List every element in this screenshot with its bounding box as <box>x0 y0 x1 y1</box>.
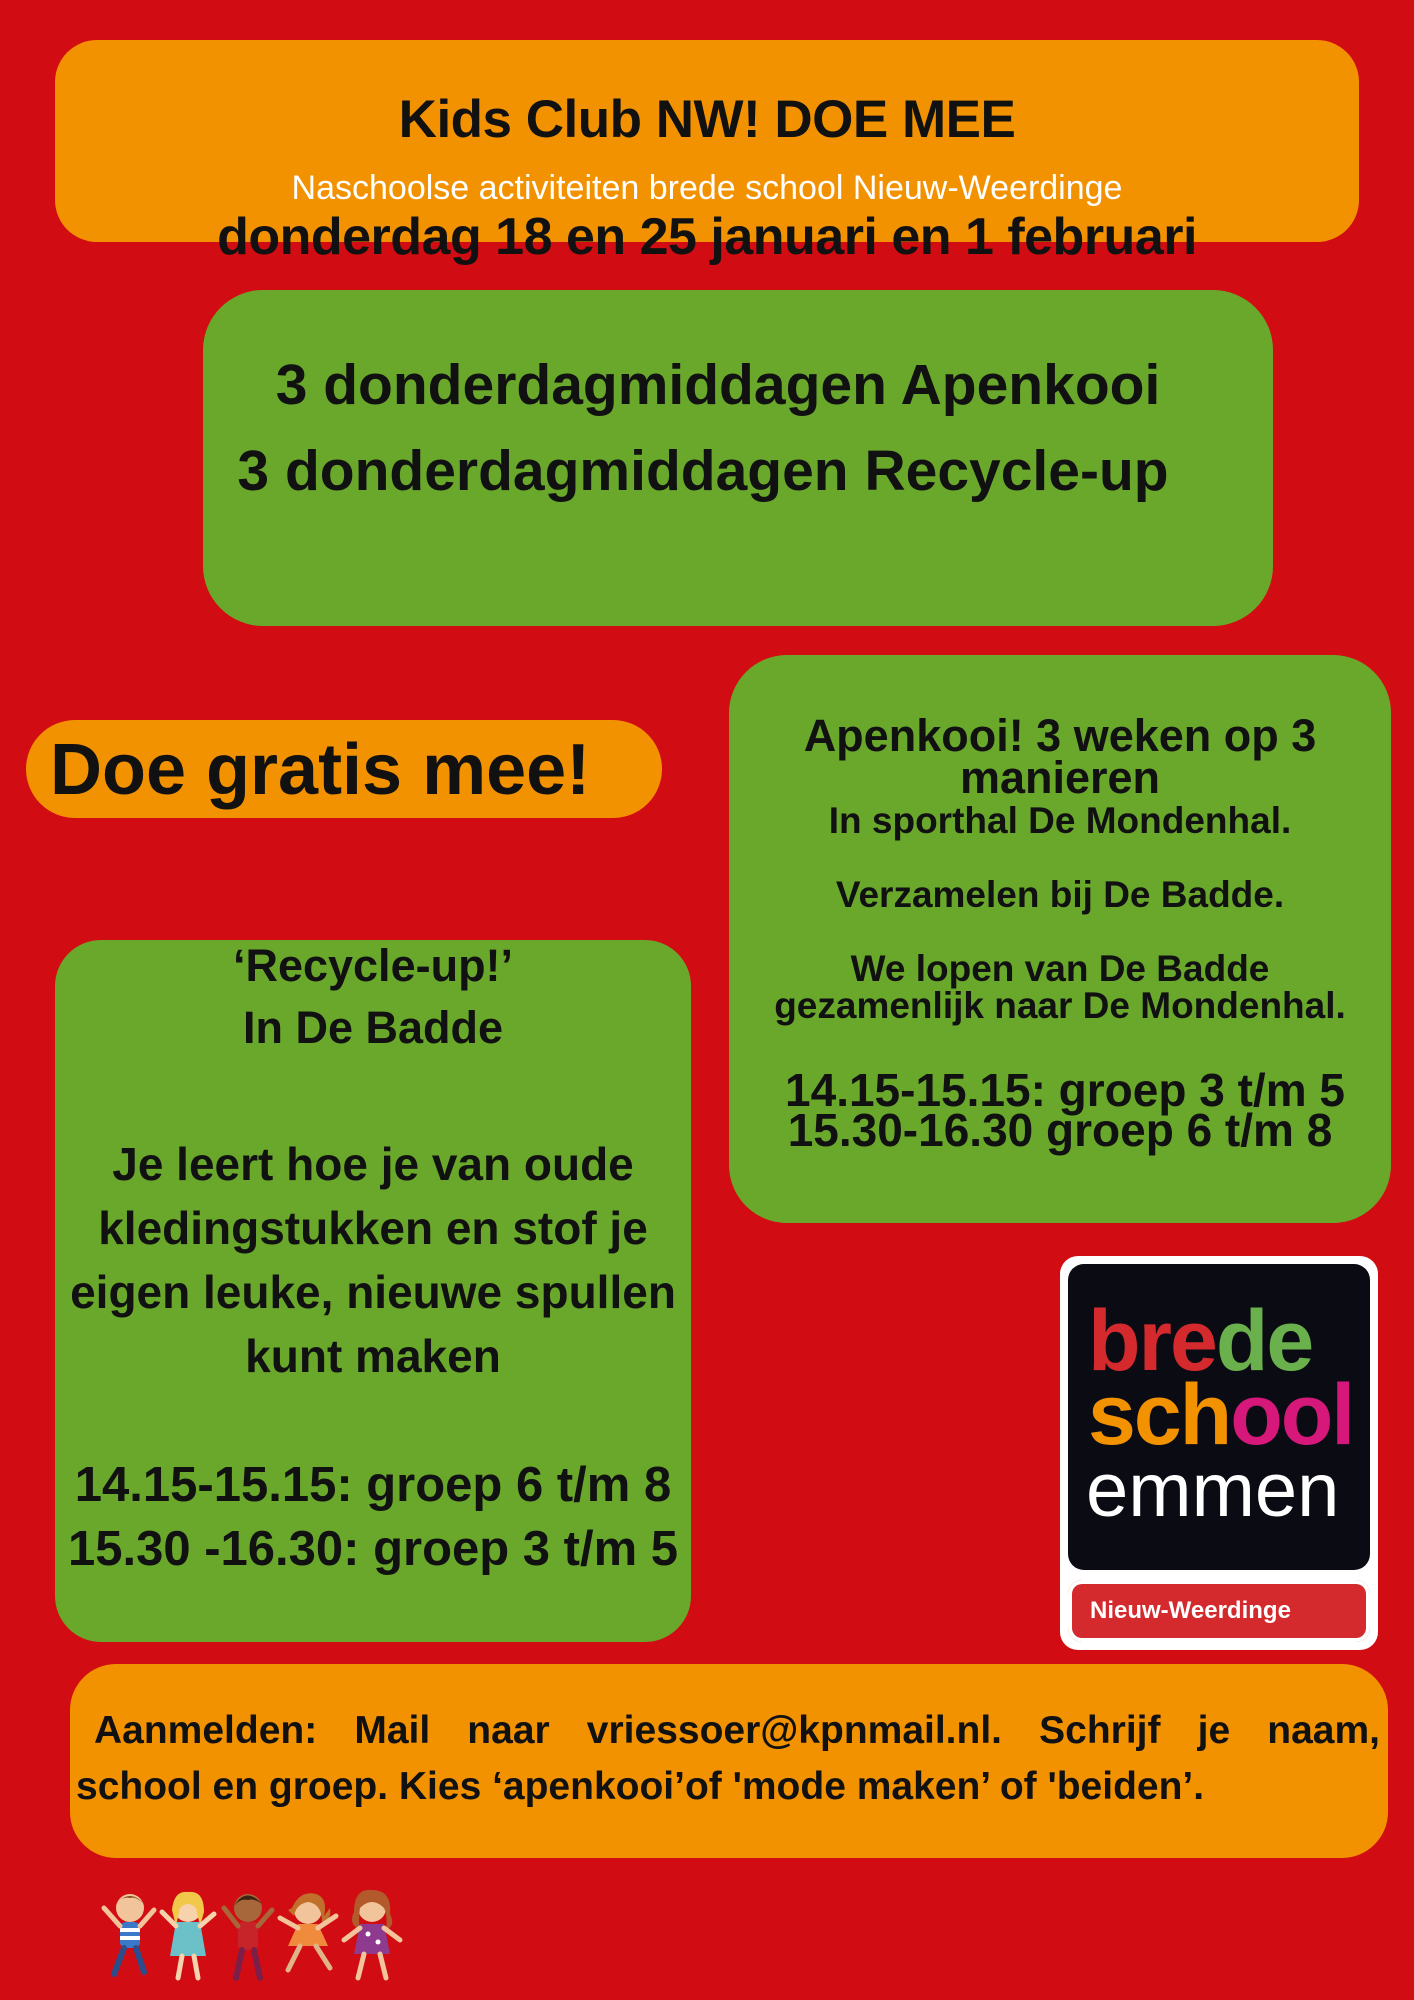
activity-apenkooi: 3 donderdagmiddagen Apenkooi <box>275 353 1161 417</box>
recycle-description: kledingstukken en stof je <box>98 1202 648 1254</box>
recycle-location: In De Badde <box>242 1002 504 1053</box>
kid-figure <box>280 1893 336 1970</box>
recycle-description: eigen leuke, nieuwe spullen <box>70 1266 676 1318</box>
registration-text: Aanmelden: Mail naar vriessoer@kpnmail.nl. Schrijf je naam, <box>94 1709 1380 1752</box>
logo-location-tag <box>1068 1580 1370 1642</box>
recycle-time-2: 15.30 -16.30: groep 3 t/m 5 <box>67 1522 679 1576</box>
apenkooi-meeting-point: Verzamelen bij De Badde. <box>835 874 1285 915</box>
activities-panel <box>203 290 1273 626</box>
kid-figure <box>344 1890 400 1978</box>
kid-figure <box>104 1894 154 1974</box>
registration-text-cont: school en groep. Kies ‘apenkooi’of 'mode maken’ of 'beiden’. <box>76 1765 1205 1808</box>
logo-background <box>1068 1264 1370 1570</box>
logo-location-label: Nieuw-Weerdinge <box>1090 1597 1291 1624</box>
logo-word-emmen: emmen <box>1086 1448 1340 1533</box>
registration-panel <box>70 1664 1388 1858</box>
apenkooi-walk-info-cont: gezamenlijk naar De Mondenhal. <box>774 985 1346 1026</box>
page-title: Kids Club NW! DOE MEE <box>398 90 1016 149</box>
header-banner <box>55 40 1359 266</box>
recycle-time-1: 14.15-15.15: groep 6 t/m 8 <box>74 1458 672 1512</box>
logo-word-brede: brede <box>1088 1293 1313 1389</box>
apenkooi-time-2: 15.30-16.30 groep 6 t/m 8 <box>787 1104 1333 1156</box>
recycle-description: Je leert hoe je van oude <box>112 1138 634 1190</box>
free-badge <box>26 720 662 818</box>
recycle-title: ‘Recycle-up!’ <box>232 940 514 991</box>
recycle-panel <box>55 940 691 1642</box>
recycle-description: kunt maken <box>245 1330 501 1382</box>
apenkooi-title: Apenkooi! 3 weken op 3 <box>803 710 1317 761</box>
kid-figure <box>162 1892 214 1978</box>
kid-figure <box>224 1894 272 1978</box>
activity-recycle-up: 3 donderdagmiddagen Recycle-up <box>237 439 1169 503</box>
apenkooi-title-cont: manieren <box>959 752 1161 803</box>
brede-school-logo <box>1060 1256 1378 1650</box>
apenkooi-walk-info: We lopen van De Badde <box>850 948 1270 989</box>
free-badge-label: Doe gratis mee! <box>50 730 591 810</box>
apenkooi-time-1: 14.15-15.15: groep 3 t/m 5 <box>785 1064 1345 1116</box>
logo-word-school: school <box>1088 1367 1354 1463</box>
page-subtitle: Naschoolse activiteiten brede school Nieuw-Weerdinge <box>291 169 1123 207</box>
apenkooi-panel <box>729 655 1391 1223</box>
event-dates: donderdag 18 en 25 januari en 1 februari <box>217 208 1197 266</box>
apenkooi-location: In sporthal De Mondenhal. <box>828 800 1292 841</box>
jumping-kids-icon <box>96 1886 426 1986</box>
